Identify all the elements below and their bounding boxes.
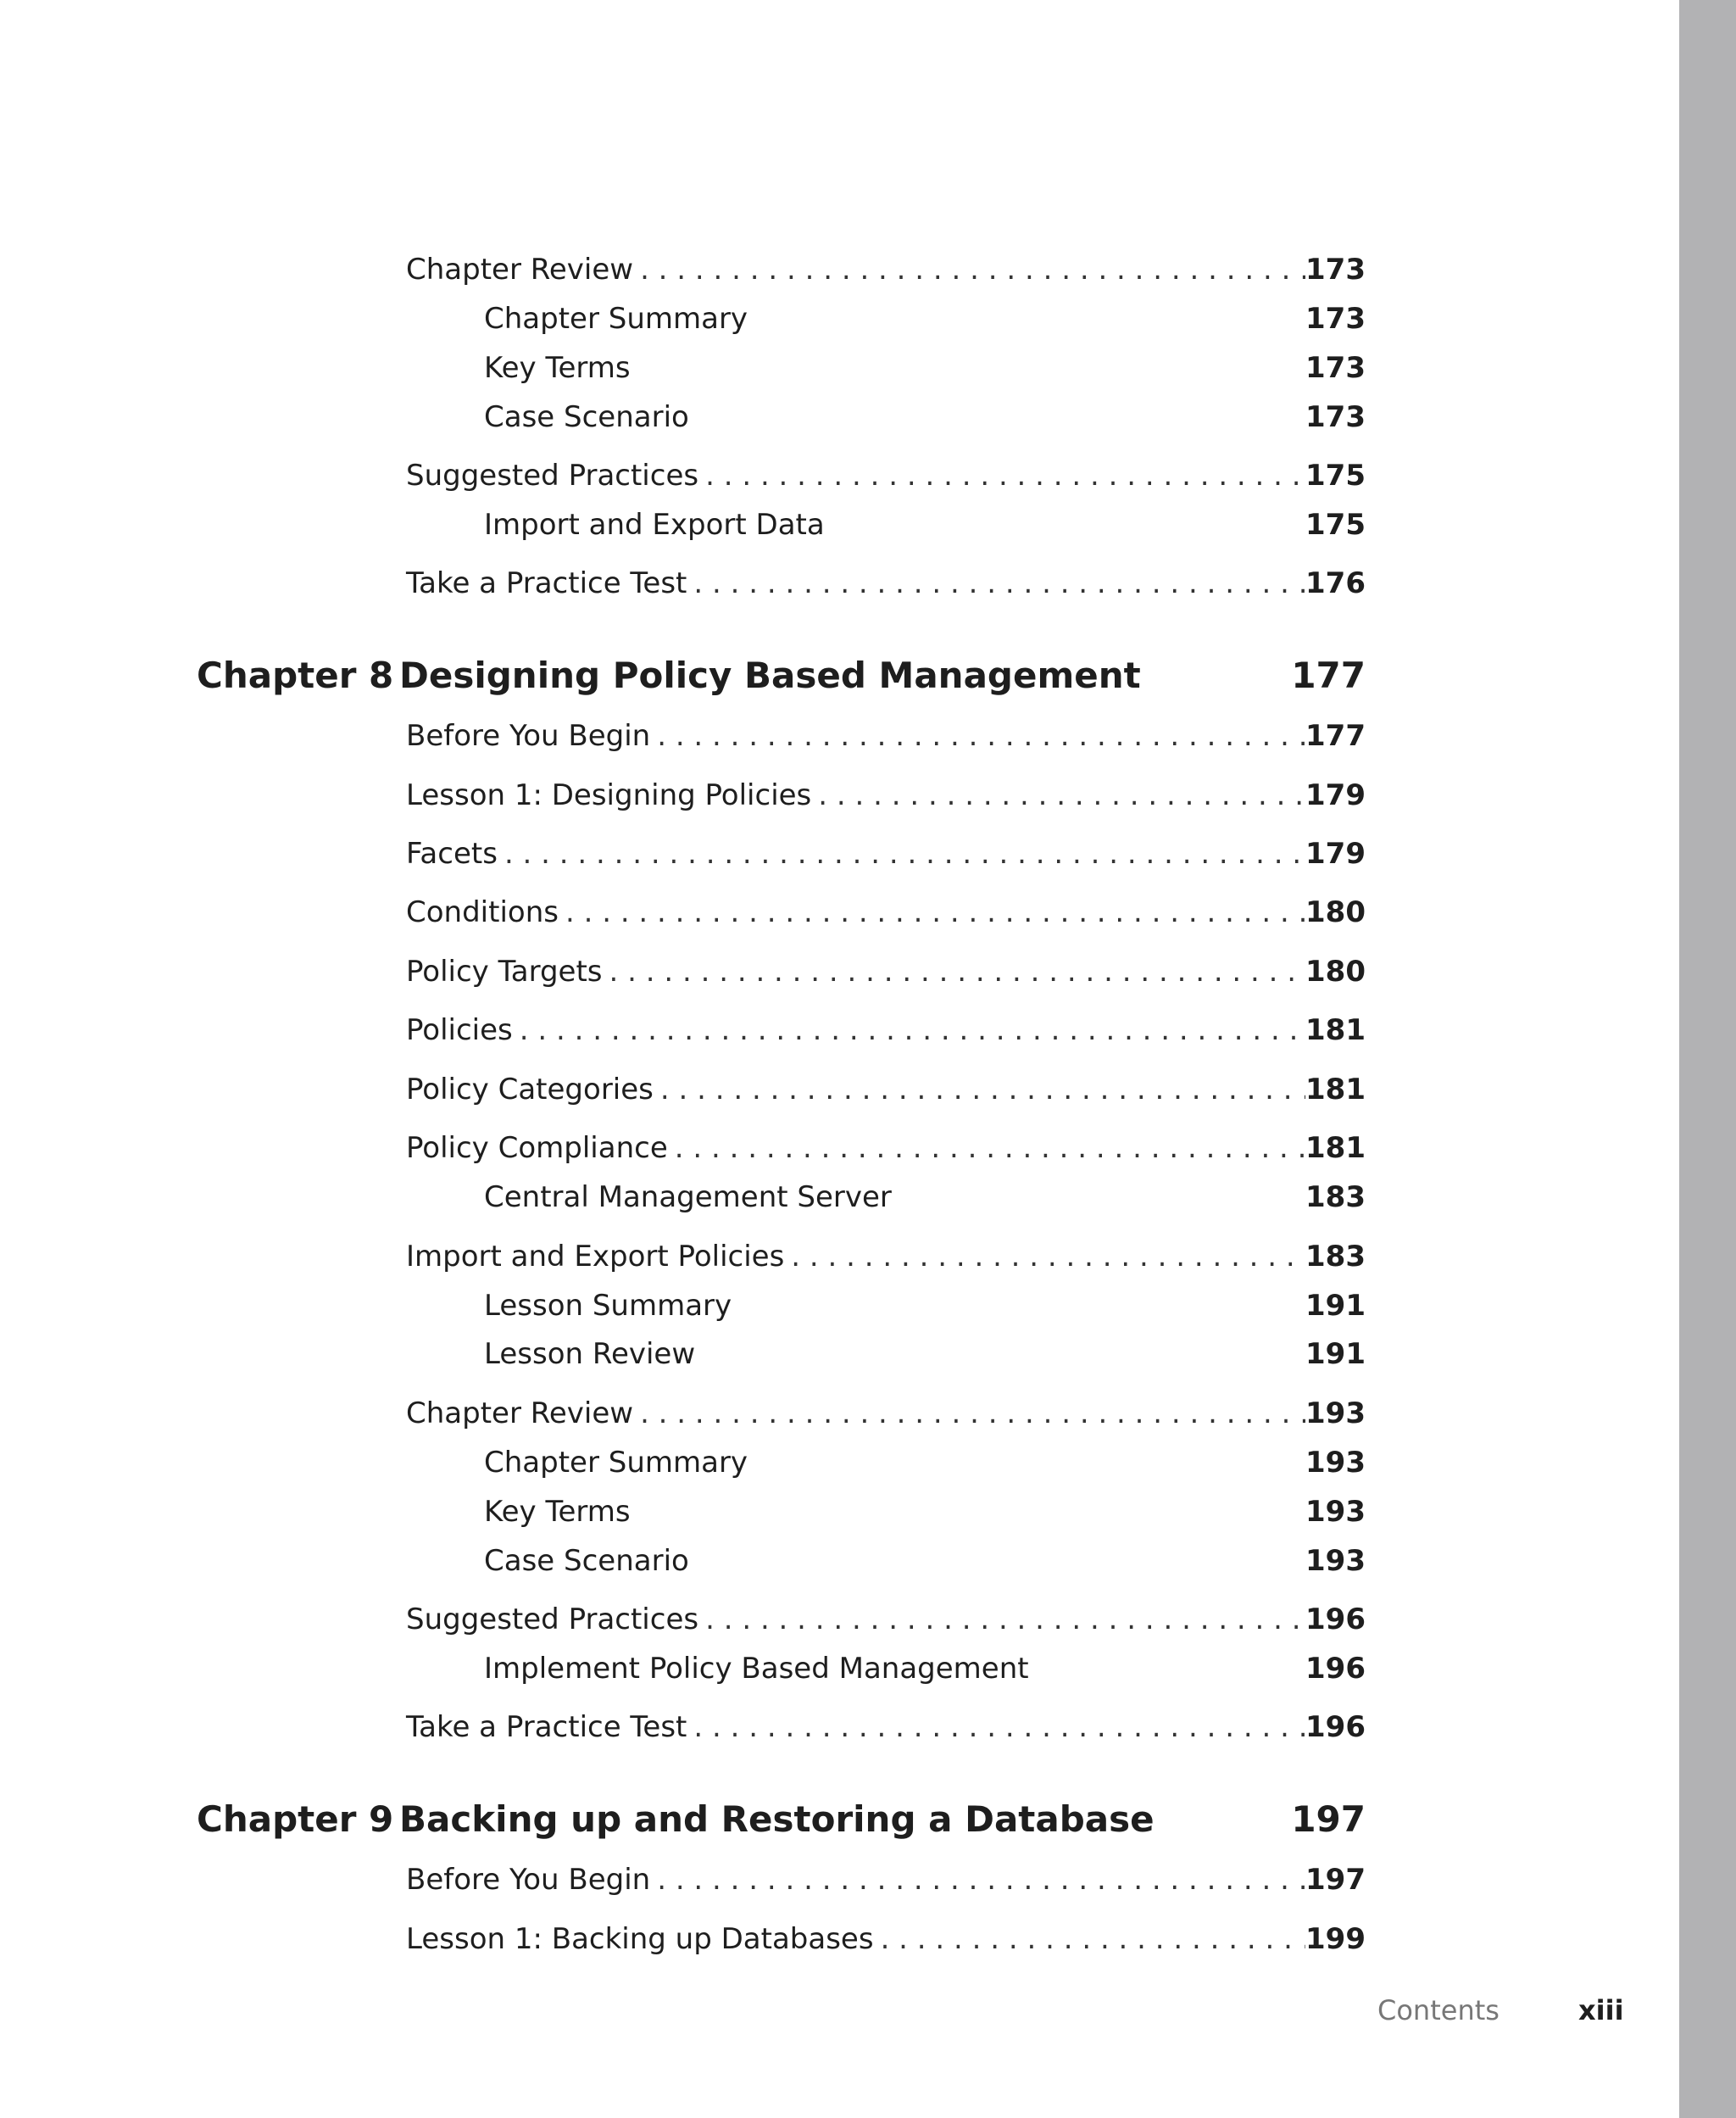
toc-entry-label: Lesson Review — [484, 1337, 696, 1371]
toc-entry[interactable] — [406, 1008, 1366, 1052]
toc-entry-label: Key Terms — [484, 1495, 631, 1529]
toc-subentry[interactable] — [406, 1175, 1366, 1219]
dot-leader — [559, 890, 1305, 934]
toc-entry[interactable] — [406, 1705, 1366, 1749]
toc-subentry[interactable] — [406, 1441, 1366, 1485]
toc-entry[interactable] — [406, 890, 1366, 934]
toc-entry-page: 177 — [1305, 719, 1366, 753]
toc-entry-label: Take a Practice Test — [406, 1710, 687, 1744]
toc-entry-label: Chapter Summary — [484, 1446, 748, 1480]
toc-entry-label: Policy Compliance — [406, 1131, 668, 1165]
toc-subentry[interactable] — [406, 1284, 1366, 1328]
toc-entry-label: Chapter Review — [406, 253, 634, 287]
dot-leader — [513, 1008, 1305, 1052]
toc-entry[interactable] — [406, 714, 1366, 758]
toc-subentry[interactable] — [406, 297, 1366, 341]
chapter-page: 177 — [1291, 654, 1366, 696]
dot-leader — [654, 1067, 1305, 1112]
toc-entry-label: Policies — [406, 1013, 513, 1047]
page-edge-bar — [1679, 0, 1736, 2118]
toc-entry[interactable] — [406, 561, 1366, 605]
dot-leader — [784, 1235, 1305, 1279]
dot-leader — [698, 454, 1305, 498]
toc-entry-page: 193 — [1305, 1544, 1366, 1578]
toc-entry-page: 193 — [1305, 1396, 1366, 1430]
toc-subentry[interactable] — [406, 503, 1366, 547]
dot-leader — [633, 248, 1305, 292]
toc-entry-label: Suggested Practices — [406, 459, 699, 493]
toc-entry-page: 176 — [1305, 566, 1366, 600]
dot-leader — [650, 714, 1305, 758]
toc-entry-label: Take a Practice Test — [406, 566, 687, 600]
chapter-title: Backing up and Restoring a Database — [399, 1798, 1155, 1840]
toc-entry-label: Facets — [406, 837, 498, 871]
dot-leader — [633, 1391, 1305, 1435]
toc-entry-page: 191 — [1305, 1289, 1366, 1323]
toc-subentry[interactable] — [406, 1332, 1366, 1376]
dot-leader — [498, 832, 1305, 876]
toc-entry-page: 181 — [1305, 1013, 1366, 1047]
toc-entry-label: Case Scenario — [484, 400, 689, 434]
toc-entry[interactable] — [406, 1126, 1366, 1170]
toc-entry-page: 196 — [1305, 1602, 1366, 1636]
dot-leader — [811, 773, 1305, 817]
toc-entry[interactable] — [406, 1917, 1366, 1961]
toc-entry-page: 197 — [1305, 1863, 1366, 1897]
toc-entry[interactable] — [406, 832, 1366, 876]
dot-leader — [687, 561, 1305, 605]
dot-leader — [874, 1917, 1305, 1961]
dot-leader — [687, 1705, 1305, 1749]
toc-entry-label: Lesson 1: Designing Policies — [406, 778, 812, 812]
toc-entry-page: 193 — [1305, 1446, 1366, 1480]
toc-subentry[interactable] — [406, 1490, 1366, 1534]
toc-entry-page: 173 — [1305, 351, 1366, 385]
toc-entry-page: 173 — [1305, 253, 1366, 287]
toc-entry-page: 181 — [1305, 1073, 1366, 1106]
toc-entry-page: 175 — [1305, 508, 1366, 542]
toc-entry[interactable] — [406, 1067, 1366, 1112]
toc-entry-page: 179 — [1305, 837, 1366, 871]
toc-subentry[interactable] — [406, 1539, 1366, 1583]
toc-entry-label: Conditions — [406, 895, 559, 929]
toc-entry-page: 191 — [1305, 1337, 1366, 1371]
toc-entry[interactable] — [406, 1235, 1366, 1279]
toc-entry-page: 179 — [1305, 778, 1366, 812]
toc-entry[interactable] — [406, 1858, 1366, 1902]
toc-entry[interactable] — [406, 950, 1366, 994]
toc-subentry[interactable] — [406, 395, 1366, 439]
footer-section-label: Contents — [1377, 1994, 1500, 2026]
toc-entry-page: 173 — [1305, 400, 1366, 434]
toc-entry-page: 180 — [1305, 955, 1366, 989]
toc-entry-label: Before You Begin — [406, 1863, 651, 1897]
dot-leader — [650, 1858, 1305, 1902]
toc-entry-label: Case Scenario — [484, 1544, 689, 1578]
toc-entry-label: Central Management Server — [484, 1180, 892, 1214]
chapter-heading[interactable] — [197, 649, 1366, 700]
toc-entry-label: Implement Policy Based Management — [484, 1652, 1029, 1686]
toc-entry[interactable] — [406, 773, 1366, 817]
toc-entry-label: Lesson Summary — [484, 1289, 732, 1323]
chapter-title: Designing Policy Based Management — [399, 654, 1141, 696]
toc-entry-page: 199 — [1305, 1922, 1366, 1956]
toc-entry-page: 175 — [1305, 459, 1366, 493]
chapter-heading[interactable] — [197, 1793, 1366, 1844]
toc-entry-page: 183 — [1305, 1240, 1366, 1274]
toc-entry-label: Lesson 1: Backing up Databases — [406, 1922, 874, 1956]
dot-leader — [668, 1126, 1305, 1170]
toc-entry-page: 180 — [1305, 895, 1366, 929]
toc-entry-page: 196 — [1305, 1652, 1366, 1686]
toc-subentry[interactable] — [406, 346, 1366, 390]
toc-entry-label: Before You Begin — [406, 719, 651, 753]
toc-entry[interactable] — [406, 1597, 1366, 1641]
toc-entry[interactable] — [406, 248, 1366, 292]
toc-entry-label: Import and Export Data — [484, 508, 825, 542]
toc-entry-label: Chapter Review — [406, 1396, 634, 1430]
chapter-page: 197 — [1291, 1798, 1366, 1840]
toc-entry-page: 196 — [1305, 1710, 1366, 1744]
toc-entry-label: Import and Export Policies — [406, 1240, 785, 1274]
toc-entry-page: 181 — [1305, 1131, 1366, 1165]
dot-leader — [603, 950, 1306, 994]
chapter-number: Chapter 9 — [197, 1798, 394, 1840]
toc-entry-label: Chapter Summary — [484, 302, 748, 336]
toc-entry-label: Suggested Practices — [406, 1602, 699, 1636]
toc-entry-label: Policy Categories — [406, 1073, 654, 1106]
dot-leader — [698, 1597, 1305, 1641]
toc-entry[interactable] — [406, 454, 1366, 498]
toc-entry-label: Policy Targets — [406, 955, 603, 989]
footer-page-number: xiii — [1578, 1994, 1624, 2026]
toc-entry[interactable] — [406, 1391, 1366, 1435]
toc-entry-page: 183 — [1305, 1180, 1366, 1214]
toc-entry-page: 193 — [1305, 1495, 1366, 1529]
toc-subentry[interactable] — [406, 1647, 1366, 1691]
toc-entry-label: Key Terms — [484, 351, 631, 385]
chapter-number: Chapter 8 — [197, 654, 394, 696]
toc-entry-page: 173 — [1305, 302, 1366, 336]
